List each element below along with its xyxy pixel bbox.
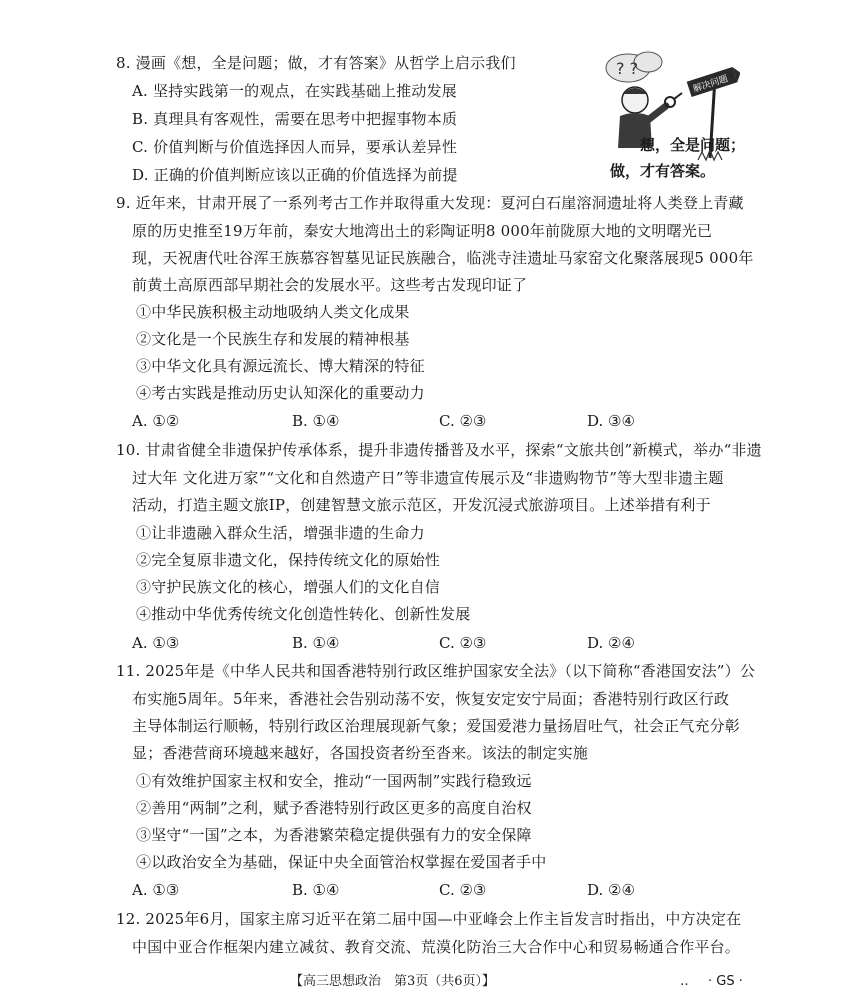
q9-stem-line-2: 原的历史推至19万年前，秦安大地湾出土的彩陶证明8 000年前陇原大地的文明曙光已 bbox=[132, 222, 713, 240]
q11-choices bbox=[132, 881, 672, 899]
q10-stem-line-3: 活动，打造主题文旅IP，创建智慧文旅示范区，开发沉浸式旅游项目。上述举措有利于 bbox=[132, 496, 711, 514]
q9-choice-a: A. ①② bbox=[132, 412, 180, 430]
footer-dots: ‥ bbox=[680, 974, 689, 989]
q12-stem-line-2: 中国中亚合作框架内建立减贫、教育交流、荒漠化防治三大合作中心和贸易畅通合作平台。 bbox=[132, 938, 741, 956]
q9-choice-b: B. ①④ bbox=[292, 412, 340, 430]
q11-choice-b: B. ①④ bbox=[292, 881, 340, 899]
q8-option-c: C. 价值判断与价值选择因人而异，要承认差异性 bbox=[132, 138, 458, 156]
footer-page-info: 【高三思想政治 第3页（共6页）】 bbox=[290, 974, 496, 989]
q8-cartoon bbox=[590, 48, 740, 178]
q12-stem-line-1: 12. 2025年6月，国家主席习近平在第二届中国—中亚峰会上作主旨发言时指出，中方决定在 bbox=[116, 910, 742, 928]
q10-choice-b: B. ①④ bbox=[292, 634, 340, 652]
q9-stem-line-1: 9. 近年来，甘肃开展了一系列考古工作并取得重大发现：夏河白石崖溶洞遗址将人类登上青藏 bbox=[116, 194, 744, 212]
q8-option-b: B. 真理具有客观性，需要在思考中把握事物本质 bbox=[132, 110, 458, 128]
cartoon-caption-line1: 想，全是问题； bbox=[640, 136, 746, 154]
q11-statement-3: ③坚守“一国”之本，为香港繁荣稳定提供强有力的安全保障 bbox=[136, 826, 532, 844]
cartoon-caption-line2: 做，才有答案。 bbox=[610, 162, 716, 180]
q11-choice-a: A. ①③ bbox=[132, 881, 180, 899]
q9-stem-line-3: 现，天祝唐代吐谷浑王族慕容智墓见证民族融合，临洮寺洼遗址马家窑文化聚落展现5 000年 bbox=[132, 249, 754, 267]
cartoon-sign-text: 解决问题 bbox=[692, 74, 730, 95]
q10-statement-1: ①让非遗融入群众生活，增强非遗的生命力 bbox=[136, 524, 425, 542]
page-footer bbox=[0, 972, 843, 992]
q9-choice-c: C. ②③ bbox=[439, 412, 487, 430]
q11-choice-c: C. ②③ bbox=[439, 881, 487, 899]
q9-statement-3: ③中华文化具有源远流长、博大精深的特征 bbox=[136, 357, 425, 375]
q11-stem-line-3: 主导体制运行顺畅，特别行政区治理展现新气象；爱国爱港力量扬眉吐气，社会正气充分彰 bbox=[132, 717, 741, 735]
q10-statement-3: ③守护民族文化的核心，增强人们的文化自信 bbox=[136, 578, 441, 596]
q11-stem-line-4: 显；香港营商环境越来越好，各国投资者纷至沓来。该法的制定实施 bbox=[132, 744, 589, 762]
q11-statement-1: ①有效维护国家主权和安全，推动“一国两制”实践行稳致远 bbox=[136, 772, 532, 790]
q10-stem-line-2: 过大年 文化进万家”“文化和自然遗产日”等非遗宣传展示及“非遗购物节”等大型非遗主题 bbox=[132, 469, 724, 487]
q10-statement-2: ②完全复原非遗文化，保持传统文化的原始性 bbox=[136, 551, 441, 569]
q11-stem-line-1: 11. 2025年是《中华人民共和国香港特别行政区维护国家安全法》（以下简称“香港国安法”）公 bbox=[116, 662, 756, 680]
q8-option-a: A. 坚持实践第一的观点，在实践基础上推动发展 bbox=[132, 82, 457, 100]
footer-code: · GS · bbox=[708, 974, 743, 989]
q11-statement-2: ②善用“两制”之利，赋予香港特别行政区更多的高度自治权 bbox=[136, 799, 532, 817]
q9-choices bbox=[132, 412, 672, 430]
cartoon-illustration bbox=[590, 48, 740, 178]
q10-choices bbox=[132, 634, 672, 652]
q8-option-d: D. 正确的价值判断应该以正确的价值选择为前提 bbox=[132, 166, 458, 184]
q8-stem: 8. 漫画《想，全是问题；做，才有答案》从哲学上启示我们 bbox=[116, 54, 516, 72]
q11-statement-4: ④以政治安全为基础，保证中央全面管治权掌握在爱国者手中 bbox=[136, 853, 547, 871]
q10-statement-4: ④推动中华优秀传统文化创造性转化、创新性发展 bbox=[136, 605, 471, 623]
svg-text:? ?: ? ? bbox=[616, 59, 639, 78]
q9-statement-1: ①中华民族积极主动地吸纳人类文化成果 bbox=[136, 303, 410, 321]
q11-choice-d: D. ②④ bbox=[587, 881, 635, 899]
q9-stem-line-4: 前黄土高原西部早期社会的发展水平。这些考古发现印证了 bbox=[132, 276, 528, 294]
q10-choice-c: C. ②③ bbox=[439, 634, 487, 652]
q10-choice-a: A. ①③ bbox=[132, 634, 180, 652]
q10-stem-line-1: 10. 甘肃省健全非遗保护传承体系，提升非遗传播普及水平，探索“文旅共创”新模式，举办“非遗 bbox=[116, 441, 762, 459]
q11-stem-line-2: 布实施5周年。5年来，香港社会告别动荡不安，恢复安定安宁局面；香港特别行政区行政 bbox=[132, 690, 730, 708]
q10-choice-d: D. ②④ bbox=[587, 634, 635, 652]
q9-statement-2: ②文化是一个民族生存和发展的精神根基 bbox=[136, 330, 410, 348]
q9-statement-4: ④考古实践是推动历史认知深化的重要动力 bbox=[136, 384, 425, 402]
q9-choice-d: D. ③④ bbox=[587, 412, 635, 430]
